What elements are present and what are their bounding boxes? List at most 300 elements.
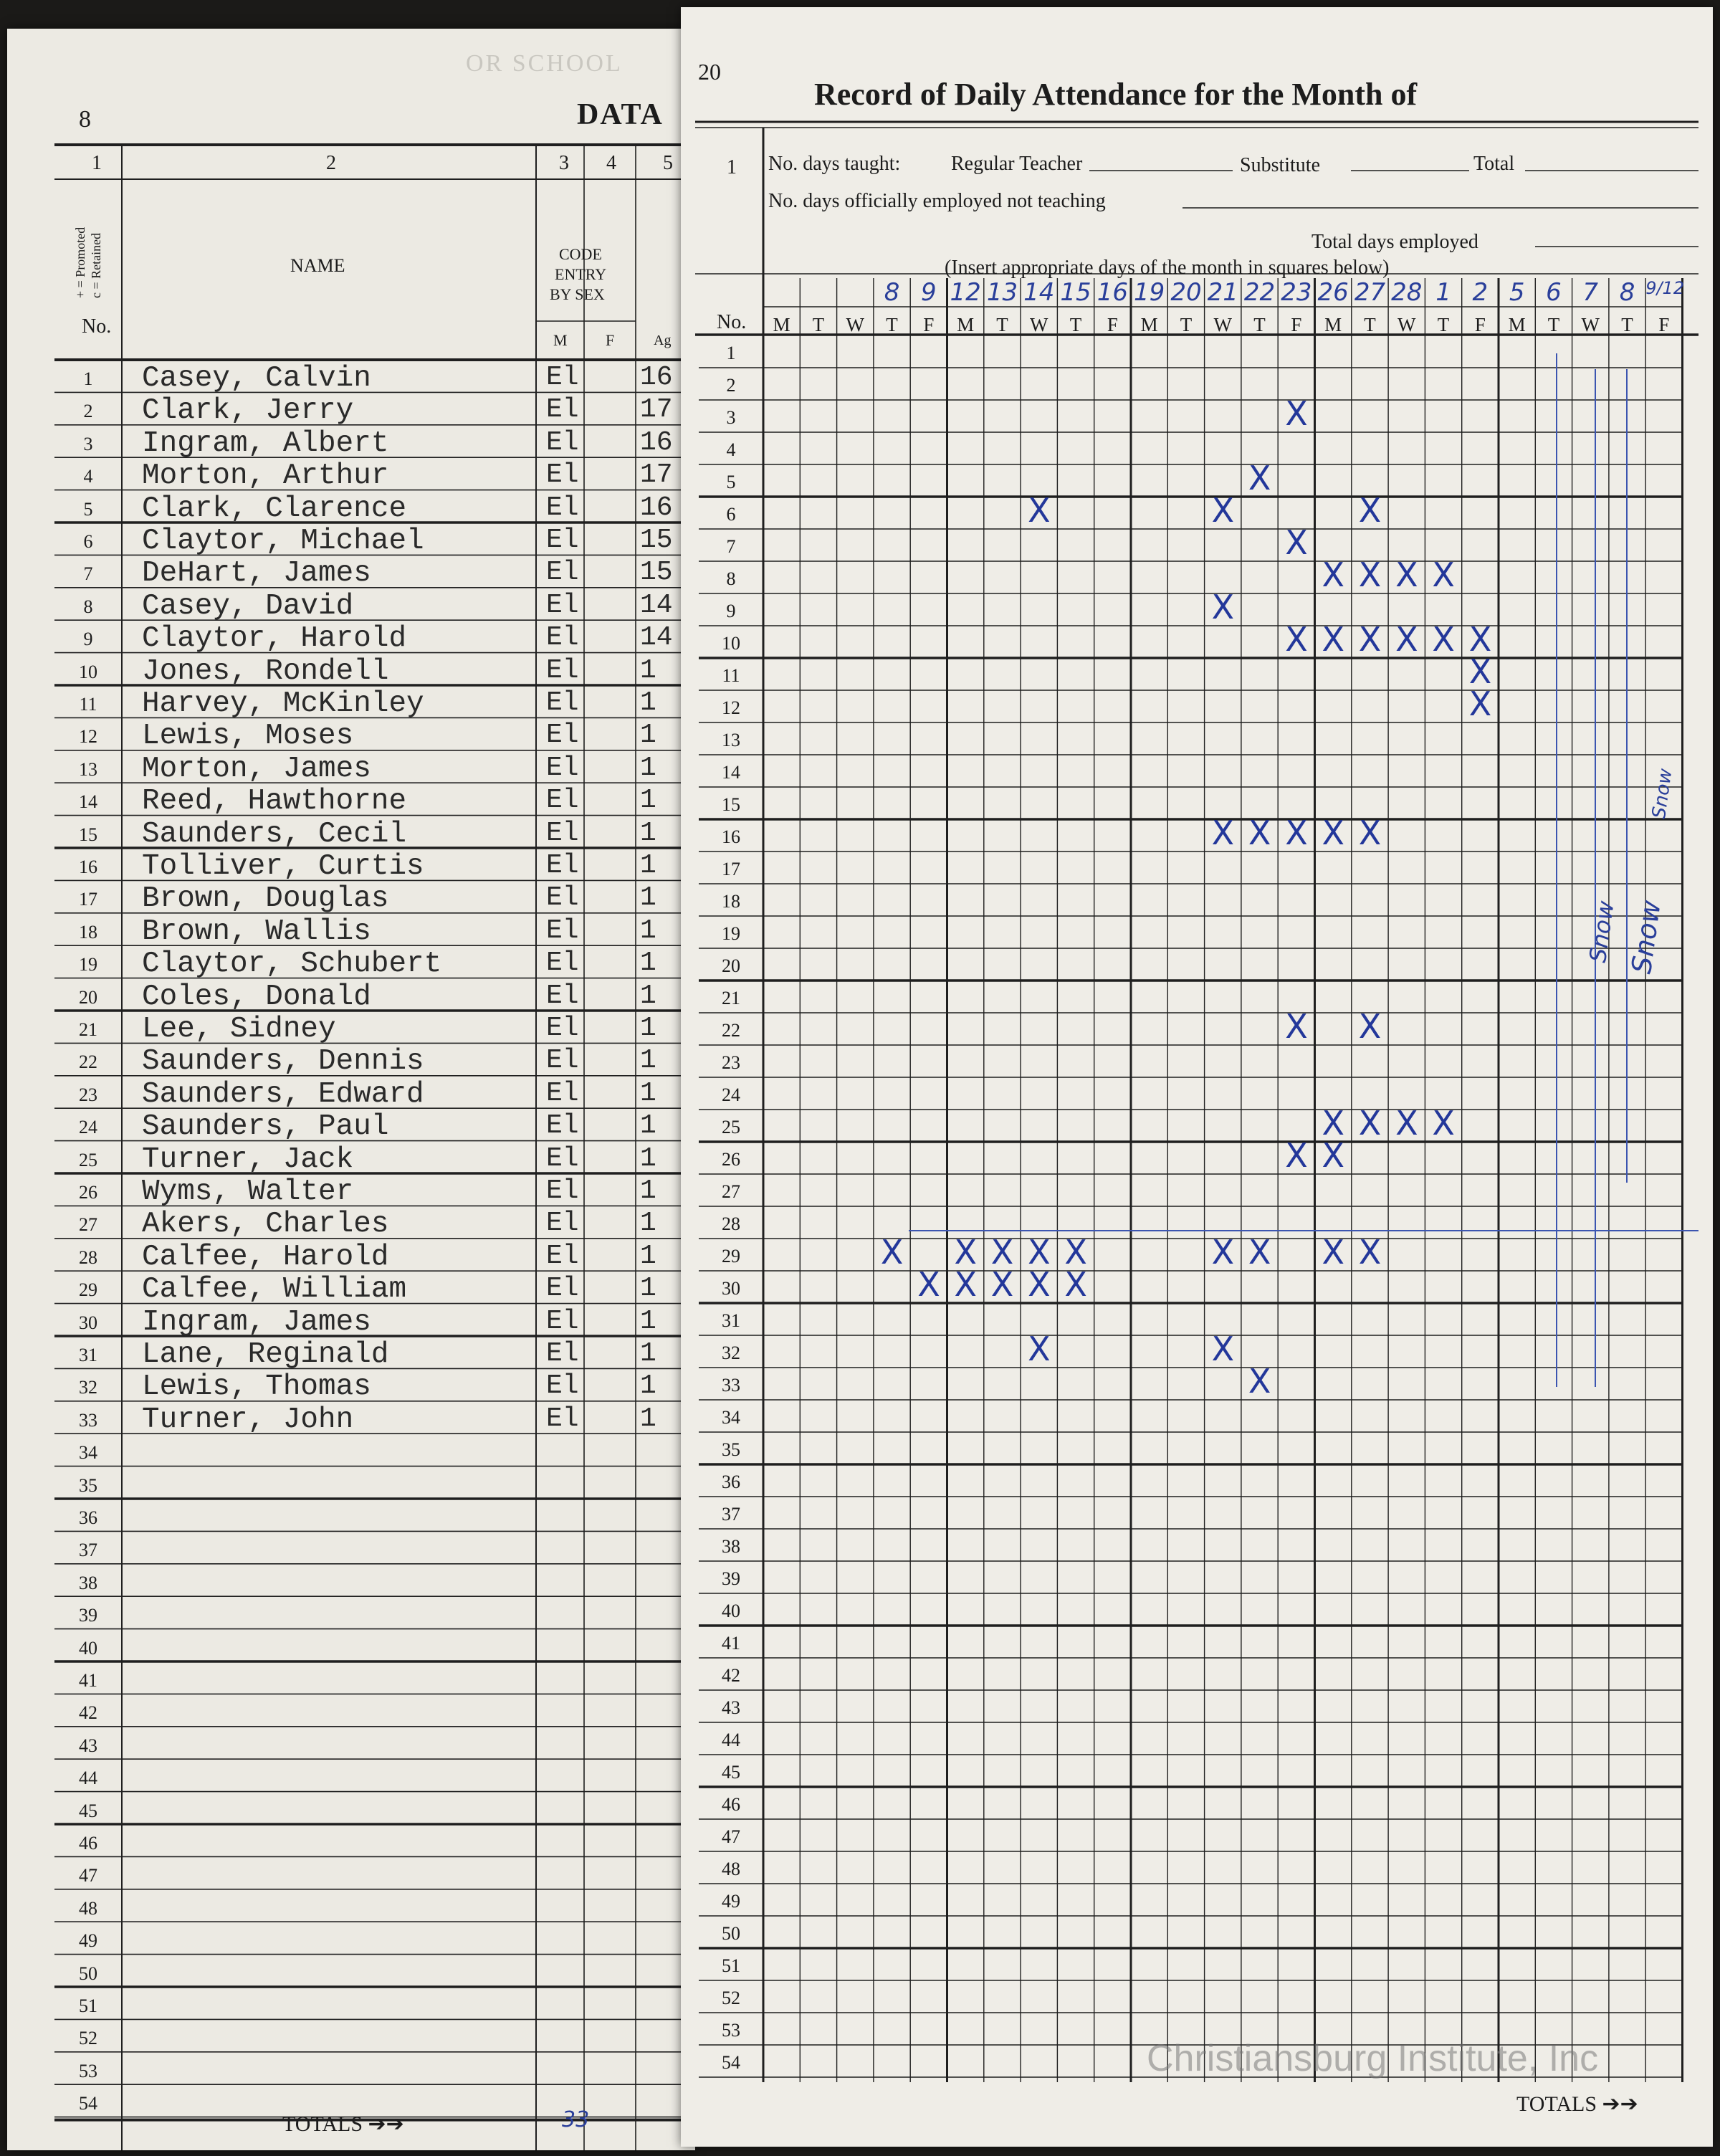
age-value: 1 bbox=[640, 1045, 656, 1077]
student-name: Morton, Arthur bbox=[142, 459, 389, 493]
row-number: 30 bbox=[722, 1278, 740, 1299]
row-number: 48 bbox=[722, 1859, 740, 1879]
row-number: 51 bbox=[722, 1955, 740, 1976]
absence-mark: X bbox=[954, 1233, 978, 1272]
row-number: 46 bbox=[722, 1794, 740, 1815]
entry-code: El bbox=[546, 362, 579, 393]
entry-code: El bbox=[546, 1240, 579, 1272]
age-value: 15 bbox=[640, 525, 673, 555]
absence-mark: X bbox=[1211, 814, 1235, 852]
row-number: 33 bbox=[79, 1409, 97, 1431]
row-number: 26 bbox=[722, 1149, 740, 1170]
row-number: 53 bbox=[79, 2060, 97, 2081]
row-number: 23 bbox=[79, 1084, 97, 1105]
entry-code: El bbox=[546, 459, 579, 491]
student-name: Saunders, Paul bbox=[142, 1110, 389, 1144]
row-number: 11 bbox=[722, 665, 740, 686]
col-number-2: 2 bbox=[326, 152, 336, 174]
weekday-header: M bbox=[1508, 314, 1526, 335]
row-number: 18 bbox=[79, 921, 97, 943]
date-header: 26 bbox=[1317, 278, 1349, 307]
entry-code: El bbox=[546, 1175, 579, 1206]
age-value: 1 bbox=[640, 1370, 656, 1402]
snow-note-1: Snow bbox=[1584, 899, 1620, 965]
absence-mark: X bbox=[1285, 523, 1308, 562]
date-header: 1 bbox=[1435, 278, 1451, 307]
student-name: Saunders, Cecil bbox=[142, 817, 407, 851]
entry-code: El bbox=[546, 1273, 579, 1304]
row-number: 43 bbox=[722, 1697, 740, 1718]
student-name: Turner, Jack bbox=[142, 1143, 354, 1176]
date-header: 20 bbox=[1170, 278, 1202, 307]
page-title: Record of Daily Attendance for the Month of bbox=[814, 77, 1418, 112]
entry-code: El bbox=[546, 654, 579, 686]
total-label: Total bbox=[1473, 153, 1515, 175]
student-name: Lee, Sidney bbox=[142, 1013, 336, 1046]
entry-code: El bbox=[546, 394, 579, 426]
entry-code: El bbox=[546, 817, 579, 849]
age-value: 1 bbox=[640, 882, 656, 914]
snow-note-3: Snow bbox=[1648, 767, 1677, 821]
row-number: 41 bbox=[79, 1670, 97, 1691]
row-number: 49 bbox=[722, 1891, 740, 1912]
student-name: DeHart, James bbox=[142, 557, 371, 591]
student-name: Casey, David bbox=[142, 589, 354, 623]
student-name: Harvey, McKinley bbox=[142, 687, 424, 720]
absence-mark: X bbox=[1322, 1233, 1345, 1272]
row-number: 6 bbox=[726, 504, 736, 525]
date-header: 7 bbox=[1582, 278, 1599, 307]
row-number: 24 bbox=[722, 1084, 740, 1105]
age-value: 1 bbox=[640, 720, 656, 751]
age-value: 1 bbox=[640, 1175, 656, 1206]
row-number: 25 bbox=[79, 1149, 97, 1170]
date-header: 27 bbox=[1354, 278, 1386, 307]
age-value: 1 bbox=[640, 1240, 656, 1272]
row-number: 41 bbox=[722, 1633, 740, 1654]
totals-label: TOTALS ➔➔ bbox=[282, 2112, 404, 2136]
date-header: 19 bbox=[1134, 278, 1165, 307]
row-number: 9 bbox=[726, 601, 736, 621]
age-value: 14 bbox=[640, 589, 673, 621]
age-value: 1 bbox=[640, 1110, 656, 1142]
row-number: 50 bbox=[722, 1923, 740, 1944]
row-number: 29 bbox=[79, 1279, 97, 1301]
absence-mark: X bbox=[1468, 620, 1492, 659]
row-number: 37 bbox=[722, 1504, 740, 1525]
weekday-header: F bbox=[923, 314, 935, 335]
absence-mark: X bbox=[990, 1265, 1014, 1304]
entry-code: El bbox=[546, 850, 579, 881]
absence-mark: X bbox=[1028, 491, 1051, 530]
row-number: 7 bbox=[726, 536, 736, 557]
entry-code: El bbox=[546, 426, 579, 458]
age-value: 14 bbox=[640, 622, 673, 654]
date-header: 13 bbox=[986, 278, 1018, 307]
absence-mark: X bbox=[1432, 1104, 1455, 1143]
entry-code: El bbox=[546, 492, 579, 523]
row-number: 8 bbox=[83, 596, 93, 617]
row-number: 44 bbox=[79, 1768, 97, 1789]
age-label: Ag bbox=[654, 333, 672, 348]
row-number: 17 bbox=[722, 859, 740, 879]
absence-mark: X bbox=[1248, 814, 1271, 852]
row-number: 21 bbox=[79, 1019, 97, 1040]
absence-mark: X bbox=[1248, 1233, 1271, 1272]
days-taught-label: No. days taught: bbox=[768, 153, 901, 175]
totals-m-value: 33 bbox=[562, 2107, 590, 2132]
weekday-header: T bbox=[1253, 314, 1266, 335]
absence-mark: X bbox=[1028, 1233, 1051, 1272]
row-number: 6 bbox=[83, 531, 93, 552]
age-value: 1 bbox=[640, 654, 656, 686]
date-header: 5 bbox=[1509, 278, 1525, 307]
row-number: 12 bbox=[722, 697, 740, 718]
row-number: 40 bbox=[79, 1637, 97, 1659]
age-value: 1 bbox=[640, 850, 656, 881]
row-number: 14 bbox=[722, 762, 740, 783]
snow-note-2: Snow bbox=[1625, 898, 1667, 976]
student-name: Lane, Reginald bbox=[142, 1338, 389, 1371]
row-number: 15 bbox=[79, 824, 97, 845]
date-header: 6 bbox=[1546, 278, 1562, 307]
student-name: Saunders, Edward bbox=[142, 1077, 424, 1111]
row-number: 22 bbox=[722, 1020, 740, 1041]
age-value: 1 bbox=[640, 1273, 656, 1304]
date-header: 15 bbox=[1060, 278, 1091, 307]
student-name: Turner, John bbox=[142, 1403, 354, 1436]
row-number: 7 bbox=[83, 563, 93, 585]
entry-code: El bbox=[546, 785, 579, 816]
row-number: 43 bbox=[79, 1735, 97, 1756]
weekday-header: W bbox=[846, 314, 864, 335]
date-header: 9/12 bbox=[1645, 278, 1685, 298]
row-number: 30 bbox=[79, 1312, 97, 1333]
student-name: Calfee, William bbox=[142, 1273, 407, 1307]
row-number: 47 bbox=[79, 1865, 97, 1886]
row-number: 31 bbox=[722, 1310, 740, 1331]
absence-mark: X bbox=[1358, 814, 1382, 852]
insert-note: (Insert appropriate days of the month in squares below) bbox=[945, 257, 1390, 279]
date-header: 28 bbox=[1391, 278, 1423, 307]
substitute-label: Substitute bbox=[1240, 154, 1321, 176]
entry-code: El bbox=[546, 525, 579, 555]
row-number: 21 bbox=[722, 988, 740, 1008]
row-number: 19 bbox=[79, 954, 97, 976]
row-number: 36 bbox=[722, 1471, 740, 1492]
age-value: 1 bbox=[640, 687, 656, 718]
age-value: 16 bbox=[640, 426, 673, 458]
entry-code: El bbox=[546, 915, 579, 946]
weekday-header: F bbox=[1291, 314, 1302, 335]
row-number: 27 bbox=[722, 1181, 740, 1202]
absence-mark: X bbox=[1358, 491, 1382, 530]
row-number: 37 bbox=[79, 1540, 97, 1561]
row-number: 4 bbox=[726, 439, 736, 460]
student-name: Clark, Clarence bbox=[142, 492, 407, 525]
age-value: 1 bbox=[640, 1143, 656, 1174]
absence-mark: X bbox=[1248, 459, 1271, 497]
student-name: Calfee, Harold bbox=[142, 1240, 389, 1274]
row-number: 45 bbox=[722, 1762, 740, 1783]
student-name: Saunders, Dennis bbox=[142, 1045, 424, 1079]
code-header-1: CODE bbox=[559, 245, 602, 263]
entry-code: El bbox=[546, 1077, 579, 1109]
absence-mark: X bbox=[1468, 685, 1492, 723]
row-number: 44 bbox=[722, 1730, 740, 1750]
row1-number: 1 bbox=[727, 156, 737, 178]
entry-code: El bbox=[546, 752, 579, 783]
entry-code: El bbox=[546, 1208, 579, 1239]
age-value: 17 bbox=[640, 394, 673, 426]
absence-mark: X bbox=[1285, 814, 1308, 852]
code-header-3: BY SEX bbox=[550, 285, 605, 303]
absence-mark: X bbox=[1064, 1265, 1087, 1304]
entry-code: El bbox=[546, 720, 579, 751]
absence-mark: X bbox=[1322, 555, 1345, 594]
student-name: Wyms, Walter bbox=[142, 1175, 354, 1208]
not-teaching-label: No. days officially employed not teaching bbox=[768, 190, 1106, 212]
row-number: 40 bbox=[722, 1601, 740, 1621]
date-header: 22 bbox=[1243, 278, 1276, 307]
student-name: Brown, Douglas bbox=[142, 882, 389, 916]
entry-code: El bbox=[546, 1338, 579, 1369]
left-page bbox=[7, 29, 695, 2150]
absence-mark: X bbox=[1358, 555, 1382, 594]
col-number-5: 5 bbox=[663, 152, 673, 174]
entry-code: El bbox=[546, 1045, 579, 1077]
absence-mark: X bbox=[1432, 555, 1455, 594]
row-number: 34 bbox=[722, 1407, 740, 1428]
row-number: 42 bbox=[722, 1665, 740, 1686]
row-number: 13 bbox=[79, 758, 97, 780]
absence-mark: X bbox=[1395, 555, 1418, 594]
age-value: 1 bbox=[640, 785, 656, 816]
row-number: 54 bbox=[79, 2093, 97, 2114]
row-number: 25 bbox=[722, 1117, 740, 1137]
faint-page-title: OR SCHOOL bbox=[466, 50, 623, 77]
row-number: 10 bbox=[722, 633, 740, 654]
row-number: 15 bbox=[722, 794, 740, 815]
row-number: 13 bbox=[722, 730, 740, 750]
absence-mark: X bbox=[1211, 1233, 1235, 1272]
absence-mark: X bbox=[954, 1265, 978, 1304]
entry-code: El bbox=[546, 1143, 579, 1174]
date-header: 8 bbox=[884, 278, 900, 307]
absence-mark: X bbox=[1322, 620, 1345, 659]
row-number: 1 bbox=[83, 368, 93, 389]
row-number: 20 bbox=[79, 986, 97, 1008]
row-number: 23 bbox=[722, 1052, 740, 1073]
row-number: 46 bbox=[79, 1833, 97, 1854]
row-number: 32 bbox=[79, 1377, 97, 1398]
entry-code: El bbox=[546, 589, 579, 621]
absence-mark: X bbox=[990, 1233, 1014, 1272]
sex-f-label: F bbox=[606, 331, 615, 349]
weekday-header: T bbox=[1180, 314, 1193, 335]
entry-code: El bbox=[546, 622, 579, 654]
weekday-header: F bbox=[1107, 314, 1118, 335]
date-header: 2 bbox=[1472, 278, 1489, 307]
entry-code: El bbox=[546, 1403, 579, 1434]
retained-label: c = Retained bbox=[89, 232, 103, 298]
age-value: 17 bbox=[640, 459, 673, 491]
student-name: Brown, Wallis bbox=[142, 915, 371, 948]
row-number: 2 bbox=[726, 375, 736, 396]
row-number: 31 bbox=[79, 1345, 97, 1365]
absence-mark: X bbox=[1028, 1265, 1051, 1304]
row-number: 11 bbox=[79, 694, 97, 715]
absence-mark: X bbox=[1211, 588, 1235, 626]
weekday-header: T bbox=[1069, 314, 1082, 335]
sex-m-label: M bbox=[553, 331, 568, 349]
absence-mark: X bbox=[1285, 620, 1308, 659]
row-number: 38 bbox=[722, 1536, 740, 1557]
date-header: 8 bbox=[1619, 278, 1635, 307]
absence-mark: X bbox=[1248, 1362, 1271, 1401]
absence-mark: X bbox=[1322, 1136, 1345, 1175]
page-number: 20 bbox=[698, 59, 721, 85]
row-number: 34 bbox=[79, 1442, 97, 1464]
student-name: Tolliver, Curtis bbox=[142, 850, 424, 883]
date-header: 9 bbox=[921, 278, 937, 307]
weekday-header: T bbox=[1621, 314, 1633, 335]
right-page bbox=[681, 7, 1713, 2147]
student-name: Jones, Rondell bbox=[142, 654, 389, 688]
name-header: NAME bbox=[290, 255, 345, 276]
age-value: 1 bbox=[640, 1305, 656, 1337]
row-number: 28 bbox=[722, 1213, 740, 1234]
absence-mark: X bbox=[1285, 1007, 1308, 1046]
absence-mark: X bbox=[1432, 620, 1455, 659]
weekday-header: T bbox=[886, 314, 898, 335]
absence-mark: X bbox=[1285, 394, 1308, 433]
absence-mark: X bbox=[1468, 652, 1492, 691]
weekday-header: M bbox=[957, 314, 975, 335]
student-name: Claytor, Harold bbox=[142, 622, 407, 656]
page-title-partial: DATA bbox=[577, 98, 664, 131]
row-number: 17 bbox=[79, 889, 97, 910]
code-header-2: ENTRY bbox=[555, 265, 607, 283]
entry-code: El bbox=[546, 1370, 579, 1402]
entry-code: El bbox=[546, 1305, 579, 1337]
col-number-4: 4 bbox=[606, 152, 616, 174]
row-number: 29 bbox=[722, 1246, 740, 1267]
row-number: 12 bbox=[79, 726, 97, 748]
entry-code: El bbox=[546, 1110, 579, 1142]
no-label: No. bbox=[82, 315, 112, 338]
date-header: 23 bbox=[1281, 278, 1312, 307]
row-number: 27 bbox=[79, 1214, 97, 1236]
entry-code: El bbox=[546, 557, 579, 588]
row-number: 2 bbox=[83, 401, 93, 422]
age-value: 16 bbox=[640, 492, 673, 523]
student-name: Casey, Calvin bbox=[142, 362, 371, 395]
grid-no-label: No. bbox=[717, 311, 747, 333]
student-name: Akers, Charles bbox=[142, 1208, 389, 1241]
row-number: 32 bbox=[722, 1342, 740, 1363]
regular-teacher-label: Regular Teacher bbox=[951, 153, 1083, 175]
page-number: 8 bbox=[79, 106, 91, 133]
row-number: 20 bbox=[722, 955, 740, 976]
student-name: Clark, Jerry bbox=[142, 394, 354, 428]
row-number: 16 bbox=[79, 857, 97, 877]
date-header: 14 bbox=[1023, 278, 1055, 307]
age-value: 1 bbox=[640, 1208, 656, 1239]
row-number: 47 bbox=[722, 1826, 740, 1847]
row-number: 35 bbox=[722, 1439, 740, 1460]
watermark: Christiansburg Institute, Inc bbox=[1147, 2038, 1599, 2079]
weekday-header: T bbox=[1364, 314, 1376, 335]
row-number: 22 bbox=[79, 1051, 97, 1073]
date-header: 12 bbox=[950, 278, 981, 307]
weekday-header: T bbox=[996, 314, 1008, 335]
row-number: 28 bbox=[79, 1246, 97, 1268]
row-number: 10 bbox=[79, 661, 97, 682]
age-value: 1 bbox=[640, 1013, 656, 1044]
age-value: 15 bbox=[640, 557, 673, 588]
totals-label: TOTALS ➔➔ bbox=[1516, 2092, 1638, 2116]
absence-mark: X bbox=[1358, 620, 1382, 659]
row-number: 14 bbox=[79, 791, 97, 813]
total-employed-label: Total days employed bbox=[1312, 231, 1478, 253]
age-value: 16 bbox=[640, 362, 673, 393]
weekday-header: M bbox=[773, 314, 790, 335]
row-number: 49 bbox=[79, 1930, 97, 1952]
row-number: 52 bbox=[722, 1988, 740, 2008]
weekday-header: F bbox=[1474, 314, 1486, 335]
row-number: 24 bbox=[79, 1117, 97, 1138]
absence-mark: X bbox=[1322, 814, 1345, 852]
promoted-label: + = Promoted bbox=[73, 226, 87, 298]
age-value: 1 bbox=[640, 817, 656, 849]
age-value: 1 bbox=[640, 1077, 656, 1109]
absence-mark: X bbox=[1064, 1233, 1087, 1272]
student-name: Lewis, Moses bbox=[142, 720, 354, 753]
student-name: Lewis, Thomas bbox=[142, 1370, 371, 1404]
absence-mark: X bbox=[1358, 1104, 1382, 1143]
row-number: 5 bbox=[83, 498, 93, 520]
absence-mark: X bbox=[1395, 620, 1418, 659]
student-name: Coles, Donald bbox=[142, 980, 371, 1013]
row-number: 33 bbox=[722, 1375, 740, 1396]
date-header: 16 bbox=[1096, 278, 1128, 307]
student-name: Ingram, Albert bbox=[142, 426, 389, 460]
student-name: Claytor, Schubert bbox=[142, 948, 442, 981]
age-value: 1 bbox=[640, 948, 656, 979]
student-name: Ingram, James bbox=[142, 1305, 371, 1339]
absence-mark: X bbox=[1322, 1104, 1345, 1143]
entry-code: El bbox=[546, 980, 579, 1011]
weekday-header: T bbox=[1547, 314, 1560, 335]
row-number: 3 bbox=[726, 407, 736, 428]
absence-mark: X bbox=[1358, 1233, 1382, 1272]
row-number: 9 bbox=[83, 629, 93, 650]
weekday-header: M bbox=[1324, 314, 1342, 335]
row-number: 52 bbox=[79, 2028, 97, 2049]
row-number: 54 bbox=[722, 2052, 740, 2073]
absence-mark: X bbox=[880, 1233, 904, 1272]
row-number: 53 bbox=[722, 2020, 740, 2041]
row-number: 51 bbox=[79, 1995, 97, 2016]
entry-code: El bbox=[546, 1013, 579, 1044]
row-number: 50 bbox=[79, 1962, 97, 1984]
absence-mark: X bbox=[1028, 1330, 1051, 1368]
weekday-header: T bbox=[812, 314, 825, 335]
weekday-header: F bbox=[1658, 314, 1670, 335]
row-number: 4 bbox=[83, 466, 93, 487]
weekday-header: W bbox=[1581, 314, 1600, 335]
